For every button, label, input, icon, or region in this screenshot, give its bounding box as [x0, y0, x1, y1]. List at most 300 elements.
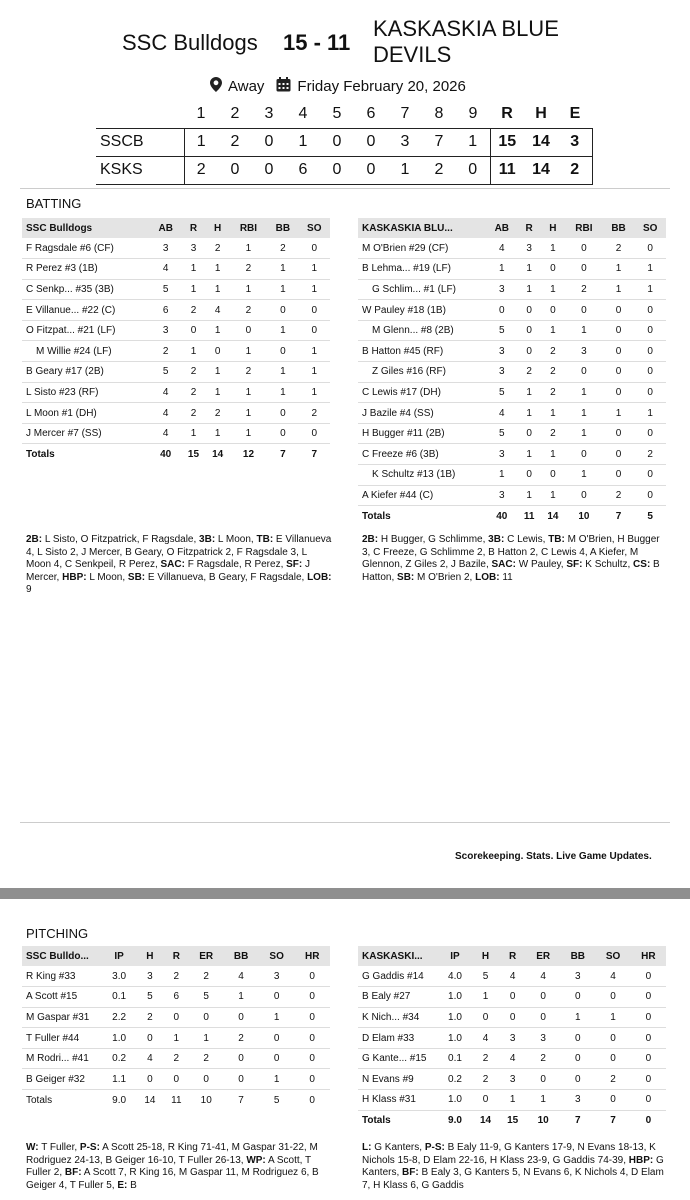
col-header: AB [150, 218, 181, 238]
stat-cell: 2.2 [102, 1007, 136, 1028]
player-name[interactable]: G Schlim... #1 (LF) [358, 279, 486, 300]
totals-cell: 40 [496, 510, 508, 522]
home-team-name[interactable]: SSC Bulldogs [122, 30, 258, 55]
linescore-team[interactable]: KSKS [96, 156, 184, 184]
stat-cell: 2 [230, 259, 267, 280]
stat-cell: 1 [181, 341, 205, 362]
stat-cell: 6 [150, 300, 181, 321]
inning-header: 4 [298, 104, 308, 122]
inning-score: 1 [388, 156, 422, 184]
stat-cell: 4 [499, 966, 526, 987]
player-row [358, 966, 666, 987]
note-text: M O'Brien, H Bugger 3, C Freeze, G Schlimme 2, B Hatton 2, C Lewis 4, A Kiefer, M Glennon, Z Giles 2, J Bazile, [362, 534, 660, 570]
stat-cell: 3 [499, 1069, 526, 1090]
player-name[interactable]: B Hatton #45 (RF) [358, 341, 486, 362]
stat-cell: 1 [206, 382, 230, 403]
section-divider [20, 188, 670, 189]
stat-cell: 1 [267, 382, 298, 403]
stat-cell: 0 [526, 987, 560, 1008]
stat-cell: 2 [189, 966, 223, 987]
note-key: SAC: [491, 559, 516, 570]
stat-cell: 3 [560, 1090, 595, 1111]
batting-team-header: KASKASKIA BLU... [358, 218, 486, 238]
player-name[interactable]: N Evans #9 [358, 1069, 438, 1090]
stat-cell: 0.1 [438, 1048, 472, 1069]
linescore-team[interactable]: SSCB [96, 128, 184, 156]
stat-cell: 0 [634, 465, 666, 486]
col-header: H [206, 218, 230, 238]
stat-cell: 1 [181, 259, 205, 280]
total-hits: 14 [524, 128, 558, 156]
stat-cell: 0 [267, 403, 298, 424]
stat-cell: 0 [634, 341, 666, 362]
stat-cell: 0 [603, 423, 635, 444]
totals-row [358, 1110, 666, 1131]
stat-cell: 0.2 [102, 1048, 136, 1069]
inning-score: 0 [252, 156, 286, 184]
totals-cell: 12 [242, 448, 255, 460]
stat-cell: 1.0 [438, 1028, 472, 1049]
player-name[interactable]: B Geiger #32 [22, 1069, 102, 1090]
player-name[interactable]: C Senkp... #35 (3B) [22, 279, 150, 300]
player-name[interactable]: M O'Brien #29 (CF) [358, 238, 486, 259]
totals-label: Totals [362, 1115, 391, 1127]
stat-cell: 0 [223, 1069, 259, 1090]
note-key: 2B: [26, 534, 43, 545]
player-row [358, 423, 666, 444]
stat-cell: 3 [486, 485, 518, 506]
batting-notes-away [362, 534, 670, 584]
player-name[interactable]: F Ragsdale #6 (CF) [22, 238, 150, 259]
pitching-section-title: PITCHING [26, 926, 89, 941]
stat-cell: 0 [294, 966, 330, 987]
player-row [358, 1090, 666, 1111]
game-date: Friday February 20, 2026 [297, 78, 466, 95]
pitching-table-away [358, 946, 666, 1131]
stat-cell: 1 [541, 444, 565, 465]
stat-cell: 1 [560, 1007, 595, 1028]
totals-cell: 40 [160, 448, 172, 460]
stat-cell: 2 [181, 300, 205, 321]
stat-cell: 4 [150, 423, 181, 444]
total-errors: 3 [558, 128, 592, 156]
totals-cell: 9.0 [448, 1115, 462, 1127]
stat-cell: 0 [518, 320, 541, 341]
player-name[interactable]: K Nich... #34 [358, 1007, 438, 1028]
player-row [22, 423, 330, 444]
stat-cell: 0 [486, 300, 518, 321]
note-key: TB: [256, 534, 274, 545]
note-key: SF: [566, 559, 583, 570]
stat-cell: 0 [603, 465, 635, 486]
note-key: SB: [127, 571, 146, 583]
stat-cell: 0 [164, 1007, 190, 1028]
stat-cell: 0 [541, 300, 565, 321]
player-name[interactable]: B Lehma... #19 (LF) [358, 259, 486, 280]
stat-cell: 2 [541, 341, 565, 362]
stat-cell: 4 [150, 259, 181, 280]
stat-cell: 0 [631, 1028, 666, 1049]
stat-cell: 3 [150, 238, 181, 259]
player-name[interactable]: H Klass #31 [358, 1090, 438, 1111]
stat-cell: 2 [230, 300, 267, 321]
hits-header: H [535, 104, 547, 122]
stat-cell: 0 [631, 1069, 666, 1090]
stat-cell: 1 [565, 403, 603, 424]
stat-cell: 0 [267, 341, 298, 362]
stat-cell: 2 [603, 238, 635, 259]
inning-score: 2 [422, 156, 456, 184]
stat-cell: 0 [541, 465, 565, 486]
note-text: E Villanueva, B Geary, F Ragsdale, [145, 571, 308, 583]
player-name[interactable]: G Kante... #15 [358, 1048, 438, 1069]
player-name[interactable]: O Fitzpat... #21 (LF) [22, 320, 150, 341]
col-header: HR [294, 946, 330, 966]
pitching-header-row [358, 946, 666, 966]
stat-cell: 0 [230, 320, 267, 341]
inning-score: 0 [354, 156, 388, 184]
batting-header-row [22, 218, 330, 238]
stat-cell: 4 [595, 966, 630, 987]
player-name[interactable]: C Lewis #17 (DH) [358, 382, 486, 403]
stat-cell: 4 [136, 1048, 163, 1069]
stat-cell: 5 [486, 423, 518, 444]
stat-cell: 4 [223, 966, 259, 987]
away-team-name-line1: KASKASKIA BLUE [373, 16, 559, 41]
stat-cell: 0 [299, 238, 330, 259]
col-header: H [541, 218, 565, 238]
col-header: ER [526, 946, 560, 966]
player-row [358, 465, 666, 486]
stat-cell: 0 [595, 1048, 630, 1069]
stat-cell: 0 [518, 423, 541, 444]
totals-row [358, 506, 666, 527]
stat-cell: 0 [595, 1028, 630, 1049]
stat-cell: 1 [223, 987, 259, 1008]
player-name[interactable]: G Gaddis #14 [358, 966, 438, 987]
inning-score: 2 [184, 156, 218, 184]
stat-cell: 1 [206, 423, 230, 444]
note-text: W Pauley, [515, 559, 567, 570]
stat-cell: 1 [230, 279, 267, 300]
stat-cell: 0 [223, 1007, 259, 1028]
note-text: B [127, 1179, 137, 1191]
col-header: IP [438, 946, 472, 966]
stat-cell: 5 [486, 320, 518, 341]
note-key: SB: [397, 571, 415, 583]
note-text: H Bugger, G Schlimme, [378, 534, 489, 545]
stat-cell: 5 [136, 987, 163, 1008]
col-header: H [472, 946, 499, 966]
note-text: A Scott 25-18, R King 71-41, M Gaspar 31-22, M Rodriguez 24-13, B Geiger 16-10, T Fuller 26-13, [26, 1142, 318, 1166]
note-text: L Sisto, O Fitzpatrick, F Ragsdale, [42, 534, 200, 545]
inning-score: 1 [184, 128, 218, 156]
batting-team-header: SSC Bulldogs [22, 218, 150, 238]
col-header: RBI [565, 218, 603, 238]
player-row [22, 1028, 330, 1049]
stat-cell: 1 [518, 259, 541, 280]
totals-label: Totals [362, 510, 391, 522]
note-text: 11 [499, 571, 513, 583]
stat-cell: 1 [299, 279, 330, 300]
page-separator-band [0, 888, 690, 899]
stat-cell: 2 [299, 403, 330, 424]
col-header: H [136, 946, 163, 966]
totals-row [22, 1090, 330, 1111]
totals-cell: 14 [547, 510, 559, 522]
inning-score: 0 [456, 156, 490, 184]
stat-cell: 3 [565, 341, 603, 362]
player-name[interactable]: B Ealy #27 [358, 987, 438, 1008]
inning-header: 5 [332, 104, 342, 122]
stat-cell: 3 [150, 320, 181, 341]
total-runs: 15 [490, 128, 524, 156]
player-name[interactable]: E Villanue... #22 (C) [22, 300, 150, 321]
player-name[interactable]: A Scott #15 [22, 987, 102, 1008]
stat-cell: 2 [206, 403, 230, 424]
stat-cell: 0 [603, 320, 635, 341]
linescore-row-away [96, 156, 592, 184]
stat-cell: 0 [565, 300, 603, 321]
stat-cell: 1 [603, 259, 635, 280]
stat-cell: 0 [634, 382, 666, 403]
stat-cell: 2 [526, 1048, 560, 1069]
player-name[interactable]: D Elam #33 [358, 1028, 438, 1049]
player-row [22, 300, 330, 321]
stat-cell: 1 [518, 403, 541, 424]
stat-cell: 2 [603, 485, 635, 506]
stat-cell: 0.1 [102, 987, 136, 1008]
stat-cell: 2 [565, 279, 603, 300]
stat-cell: 2 [189, 1048, 223, 1069]
stat-cell: 2 [541, 382, 565, 403]
player-row [22, 279, 330, 300]
player-name[interactable]: J Bazile #4 (SS) [358, 403, 486, 424]
player-name[interactable]: L Sisto #23 (RF) [22, 382, 150, 403]
inning-score: 7 [422, 128, 456, 156]
stat-cell: 0 [259, 987, 295, 1008]
errors-header: E [569, 104, 581, 122]
player-name[interactable]: B Geary #17 (2B) [22, 362, 150, 383]
stat-cell: 0 [631, 1090, 666, 1111]
stat-cell: 0 [189, 1007, 223, 1028]
stat-cell: 1 [181, 279, 205, 300]
inning-header: 8 [434, 104, 444, 122]
player-name[interactable]: Z Giles #16 (RF) [358, 362, 486, 383]
note-text: M O'Brien 2, [414, 571, 476, 583]
note-text: A Scott 7, R King 16, M Gaspar 11, M Rodriguez 6, B Geiger 4, T Fuller 5, [26, 1167, 319, 1191]
batting-table-away [358, 218, 666, 526]
stat-cell: 0 [565, 362, 603, 383]
totals-row [22, 444, 330, 465]
linescore-header-row [96, 100, 592, 128]
player-row [358, 1048, 666, 1069]
stat-cell: 0 [518, 341, 541, 362]
stat-cell: 0 [560, 1028, 595, 1049]
stat-cell: 1 [603, 403, 635, 424]
player-row [22, 1007, 330, 1028]
stat-cell: 0 [565, 444, 603, 465]
stat-cell: 1.0 [438, 1090, 472, 1111]
stat-cell: 0 [595, 987, 630, 1008]
stat-cell: 2 [472, 1048, 499, 1069]
col-header: SO [299, 218, 330, 238]
stat-cell: 5 [472, 966, 499, 987]
runs-header: R [501, 104, 513, 122]
stat-cell: 0 [518, 300, 541, 321]
player-row [358, 382, 666, 403]
player-row [358, 279, 666, 300]
stat-cell: 0 [603, 382, 635, 403]
stat-cell: 1 [299, 382, 330, 403]
footer-tagline: Scorekeeping. Stats. Live Game Updates. [455, 851, 652, 862]
stat-cell: 0 [565, 259, 603, 280]
stat-cell: 4 [486, 238, 518, 259]
player-name[interactable]: W Pauley #18 (1B) [358, 300, 486, 321]
totals-cell: 14 [212, 448, 224, 460]
inning-score: 2 [218, 128, 252, 156]
note-key: LOB: [307, 571, 332, 583]
stat-cell: 4 [150, 403, 181, 424]
note-key: 3B: [199, 534, 216, 545]
away-team-name[interactable] [373, 16, 559, 68]
stat-cell: 1 [634, 403, 666, 424]
stat-cell: 2 [164, 966, 190, 987]
stat-cell: 0 [595, 1090, 630, 1111]
stat-cell: 0 [541, 259, 565, 280]
stat-cell: 2 [541, 423, 565, 444]
player-row [358, 1007, 666, 1028]
totals-cell: 7 [238, 1094, 244, 1106]
totals-cell: 5 [273, 1094, 280, 1106]
player-name[interactable]: T Fuller #44 [22, 1028, 102, 1049]
stat-cell: 2 [181, 382, 205, 403]
stat-cell: 1 [565, 465, 603, 486]
note-key: SAC: [160, 559, 185, 570]
col-header: R [181, 218, 205, 238]
player-name[interactable]: J Mercer #7 (SS) [22, 423, 150, 444]
player-name[interactable]: M Willie #24 (LF) [22, 341, 150, 362]
stat-cell: 5 [486, 382, 518, 403]
player-name[interactable]: H Bugger #11 (2B) [358, 423, 486, 444]
player-name[interactable]: C Freeze #6 (3B) [358, 444, 486, 465]
stat-cell: 0 [294, 987, 330, 1008]
stat-cell: 1 [518, 485, 541, 506]
player-name[interactable]: R Perez #3 (1B) [22, 259, 150, 280]
note-key: SF: [286, 559, 303, 570]
stat-cell: 1 [230, 403, 267, 424]
totals-cell: 7 [615, 510, 622, 522]
player-name[interactable]: K Schultz #13 (1B) [358, 465, 486, 486]
inning-header: 7 [400, 104, 410, 122]
stat-cell: 2 [541, 362, 565, 383]
player-name[interactable]: L Moon #1 (DH) [22, 403, 150, 424]
totals-cell: 9.0 [112, 1094, 127, 1106]
note-text: K Schultz, [582, 559, 634, 570]
stat-cell: 1 [595, 1007, 630, 1028]
stat-cell: 0 [565, 238, 603, 259]
stat-cell: 1 [526, 1090, 560, 1111]
player-name[interactable]: R King #33 [22, 966, 102, 987]
batting-table-home [22, 218, 330, 465]
stat-cell: 0 [518, 465, 541, 486]
stat-cell: 1.0 [102, 1028, 136, 1049]
note-text: E Villanueva 4, L Sisto 2, J Mercer, B Geary, O Fitzpatrick 2, F Ragsdale 3, L Moon 4, C Senkpeil, R Perez, [26, 534, 332, 570]
stat-cell: 0 [181, 320, 205, 341]
inning-score: 3 [388, 128, 422, 156]
stat-cell: 2 [518, 362, 541, 383]
inning-score: 0 [252, 128, 286, 156]
player-name[interactable]: M Gaspar #31 [22, 1007, 102, 1028]
stat-cell: 1 [230, 238, 267, 259]
stat-cell: 0 [526, 1069, 560, 1090]
map-pin-icon [210, 77, 222, 96]
stat-cell: 1 [541, 238, 565, 259]
player-row [22, 238, 330, 259]
col-header: HR [631, 946, 666, 966]
note-key: HBP: [628, 1154, 654, 1166]
stat-cell: 0.2 [438, 1069, 472, 1090]
stat-cell: 1.0 [438, 1007, 472, 1028]
player-name[interactable]: M Glenn... #8 (2B) [358, 320, 486, 341]
game-location: Away [228, 78, 265, 95]
stat-cell: 0 [631, 1007, 666, 1028]
stat-cell: 3.0 [102, 966, 136, 987]
note-text: L Moon, [215, 534, 257, 545]
batting-header-row [358, 218, 666, 238]
inning-score: 0 [320, 156, 354, 184]
player-row [358, 320, 666, 341]
col-header: R [499, 946, 526, 966]
batting-notes-home [26, 534, 334, 597]
stat-cell: 2 [634, 444, 666, 465]
stat-cell: 0 [136, 1069, 163, 1090]
note-text: F Ragsdale, R Perez, [184, 559, 287, 570]
stat-cell: 6 [164, 987, 190, 1008]
stat-cell: 1 [259, 1069, 295, 1090]
stat-cell: 0 [560, 1069, 595, 1090]
stat-cell: 0 [634, 362, 666, 383]
total-runs: 11 [490, 156, 524, 184]
note-text: 9 [26, 584, 32, 595]
player-row [22, 341, 330, 362]
stat-cell: 0 [299, 423, 330, 444]
note-key: E: [117, 1179, 128, 1191]
stat-cell: 1 [565, 423, 603, 444]
stat-cell: 3 [259, 966, 295, 987]
stat-cell: 1 [565, 320, 603, 341]
stat-cell: 0 [294, 1048, 330, 1069]
stat-cell: 3 [486, 279, 518, 300]
totals-cell: 11 [523, 510, 535, 522]
stat-cell: 1 [206, 279, 230, 300]
stat-cell: 1.1 [102, 1069, 136, 1090]
col-header: IP [102, 946, 136, 966]
note-key: CS: [633, 559, 651, 570]
player-name[interactable]: M Rodri... #41 [22, 1048, 102, 1069]
player-name[interactable]: A Kiefer #44 (C) [358, 485, 486, 506]
stat-cell: 3 [518, 238, 541, 259]
stat-cell: 0 [472, 1090, 499, 1111]
stat-cell: 0 [631, 966, 666, 987]
stat-cell: 0 [259, 1048, 295, 1069]
stat-cell: 2 [267, 238, 298, 259]
stat-cell: 1 [206, 259, 230, 280]
inning-header: 1 [196, 104, 206, 122]
totals-label: Totals [26, 1094, 53, 1106]
stat-cell: 4 [150, 382, 181, 403]
stat-cell: 0 [223, 1048, 259, 1069]
